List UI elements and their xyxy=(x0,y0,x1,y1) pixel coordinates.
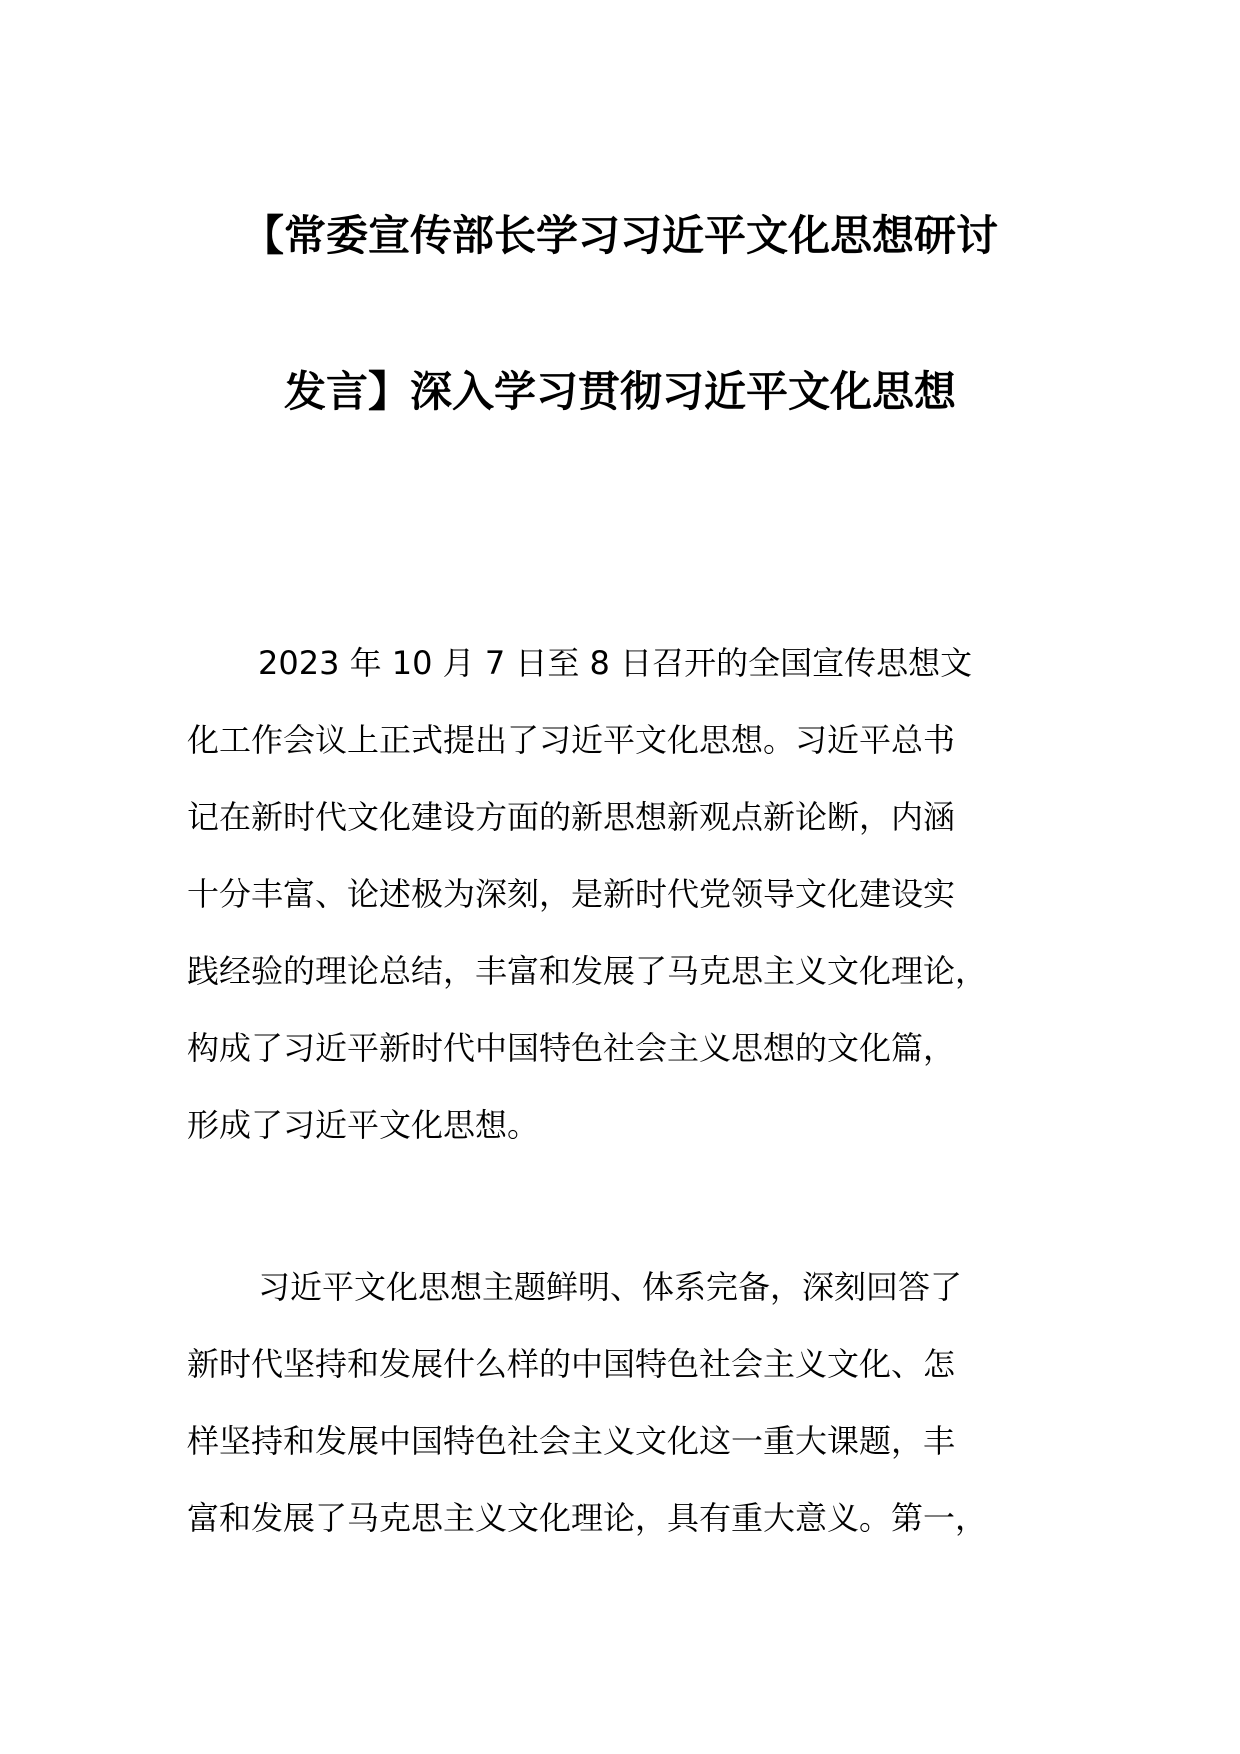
paragraph-line: 新时代坚持和发展什么样的中国特色社会主义文化、怎 xyxy=(187,1345,956,1383)
paragraph-line: 构成了习近平新时代中国特色社会主义思想的文化篇， xyxy=(187,1029,956,1067)
paragraph-line: 形成了习近平文化思想。 xyxy=(187,1106,540,1144)
paragraph-line: 化工作会议上正式提出了习近平文化思想。习近平总书 xyxy=(187,721,956,759)
paragraph-1 xyxy=(187,625,1087,1164)
paragraph-line: 十分丰富、论述极为深刻，是新时代党领导文化建设实 xyxy=(187,875,956,913)
paragraph-line: 2023 年 10 月 7 日至 8 日召开的全国宣传思想文 xyxy=(258,644,973,682)
document-title-line-1: 【常委宣传部长学习习近平文化思想研讨 xyxy=(241,211,998,260)
paragraph-line: 习近平文化思想主题鲜明、体系完备，深刻回答了 xyxy=(258,1268,963,1306)
paragraph-line: 记在新时代文化建设方面的新思想新观点新论断，内涵 xyxy=(187,798,956,836)
paragraph-line: 践经验的理论总结，丰富和发展了马克思主义文化理论， xyxy=(187,952,988,990)
paragraph-line: 样坚持和发展中国特色社会主义文化这一重大课题，丰 xyxy=(187,1422,956,1460)
paragraph-2 xyxy=(187,1249,1087,1557)
paragraph-line: 富和发展了马克思主义文化理论，具有重大意义。第一， xyxy=(187,1499,988,1537)
document-title-line-2: 发言】深入学习贯彻习近平文化思想 xyxy=(283,367,956,416)
